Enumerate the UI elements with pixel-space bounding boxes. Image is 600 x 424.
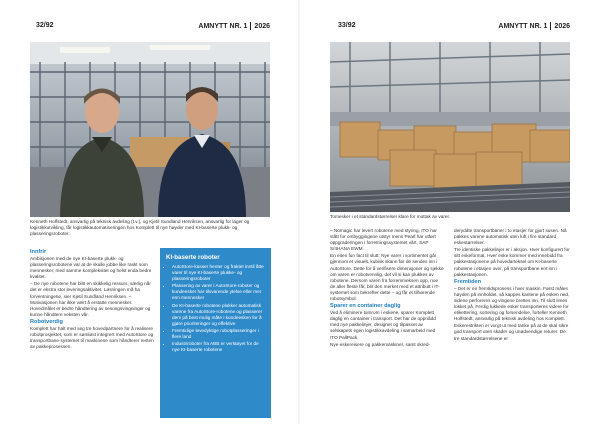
body-paragraph: – Det er en fremtidsprosess i hver maskin. Først måles høyden på innholdet, så kappes kantene på esken ned, sidene perforeres og vingene brettes inn. Til slutt limes lokket på. Ferdig lukkede esker transporteres videre for etikettering, sortering og forsendelse, forteller Kenneth Holfstedt, ansvarlig på teknisk avdeling hos Komplett.	[454, 285, 570, 322]
magazine-year: 2026	[554, 22, 570, 30]
page-number: 33/92	[338, 22, 356, 29]
magazine-masthead-left	[198, 22, 270, 30]
body-paragraph: Eskerestrikten er vurgt ut med tanke på at de skal sikre god transport uten skader og unødvendige returer. De tre standardstørrelsene er	[454, 323, 569, 341]
page-header-right	[338, 22, 356, 29]
sidebar-list-item: • Fremtidige levedyktige robotplasseringer i flere land	[172, 328, 265, 340]
right-page	[300, 0, 600, 424]
page-header-left	[36, 22, 54, 29]
photo-caption: Kenneth Holfstedt, ansvarlig på teknisk avdeling (t.v.), og Kjetil Sundland Henriksen, ansvarlig for lager og logistikkutvikling, får logistikkautomatiseringen hos Komplett til nye høyder med KI-baserte plukk- og plasseringsroboter.	[30, 219, 250, 237]
sidebar-list-item: • AutoStore-kasser henter og fraktet inntil åtte varer til nye KI-baserte plukke- og plasseringsroboter	[172, 264, 265, 282]
section-heading: Robotverdig	[30, 318, 63, 325]
section-heading: Sparer en container daglig	[330, 303, 401, 310]
body-paragraph: deryddte transportbaner i to etasjer for gjort susen. Nå pakkes varene automatisk uten luft i fire standard eskestørrelser.	[454, 228, 567, 246]
article-column-1	[330, 228, 444, 349]
body-paragraph: – Nomagic har levert robotene med styring, ITO har stått for ombyggingene utstyr mens Pearl har utført oppgraderingen i forretningssystemet vårt, SAP S/4HANA EWM.	[330, 228, 437, 252]
body-paragraph: Nye eskereisere og pakkemaskiner, samt skred-	[330, 341, 431, 347]
section-heading: Innfrir	[30, 249, 47, 255]
sidebar-title: KI-baserte roboter	[166, 254, 220, 261]
article-column-2	[454, 228, 570, 343]
ki-sidebar-box	[160, 248, 271, 418]
sidebar-list-item: • Plassering av varer i AutoStore-roboter og kundeesker har tilsvarende ytelse eller mer enn mennesker	[172, 283, 265, 301]
magazine-name: AMNYTT NR. 1	[198, 22, 248, 30]
article-column-1	[30, 248, 154, 351]
magazine-masthead-right	[498, 22, 570, 30]
photo-two-men-warehouse	[30, 42, 270, 217]
body-paragraph: Komplett har halt med seg tre hovedpartnere for å realisere robotprosjektet, som er sømløst integrert med AutoStore og transportbane-systemet til maskinene som håndterer resten av pakkeprosessen.	[30, 325, 154, 350]
page-number: 32/92	[36, 22, 54, 29]
photo-conveyor-boxes	[330, 42, 570, 212]
sidebar-list-item: • Industriroboter fra ABB er verktøyet for de nye KI-baserte robotene	[172, 341, 265, 353]
magazine-year: 2026	[254, 22, 270, 30]
section-heading: Fremtiden	[454, 278, 482, 285]
photo-caption: Tomesker i et standardstørrelser klare for mottak av varer.	[330, 214, 451, 219]
sidebar-list-item: • De KI-baserte robotene plukker automatisk varene fra AutoStore-robotene og plasserer dem på best mulig måte i kundeesken for å gjøre prioriteringer og effektive	[172, 303, 265, 327]
body-paragraph: Tre identiske pakkelinjer er i aksjon. Hver konfigurert for sitt eskeformat. Hver eske kommer med innebidd fra pakkestasjonene på hovedarteksel om KI-baserte robotene i etasjen over, på transportbane ent inn i pakkestasjonen.	[454, 247, 570, 277]
magazine-name: AMNYTT NR. 1	[498, 22, 548, 30]
sidebar-list	[166, 264, 265, 353]
body-paragraph: – De nye robotene har blitt en skikkelig ressurs, særlig når det er ekstra stor leveringsaktivitet. Løsningen må ha forventningene, sier Kjetil Sundland Henriksen. – Motivasjonen har ikke vært å erstatte mennesker. Hovedmålet er bedre håndtering av sesongsvingninger og kunne håndtere veksten vår.	[30, 281, 151, 317]
body-paragraph: Ambisjonen med de nye KI-baserte plukk- og plasseringsrobotene var at de skulle jobbe like raskt som mennesker, med samme kompleksitet og helst enda bedre kvalitet.	[30, 256, 152, 280]
body-paragraph: En eiten fun fact til slutt: Nye varer i sortimentet går gjennom et visuelt, kubisk skann før de sendes inn i AutoStore. Dette for å verifisere dimensjoner og sjekke om varen er robotvennlig, det vil si kan plukkes av robotene. Dersom varen fra forremmeksen opp, noe de aller fleste får, blir den merket med et attributt i IT-systemet som bekrefter dette – og får et tilhørende robotsymbol.	[330, 253, 444, 302]
body-paragraph: Ved å eliminere tomrom i eskene, sparer Komplett daglig en container i transport. Det har de oppnådd med nye pakkelinjer, designet og tilpasset av selskapets egen logistikkavdeling i samarbeid med ITO PallPack.	[330, 310, 436, 340]
